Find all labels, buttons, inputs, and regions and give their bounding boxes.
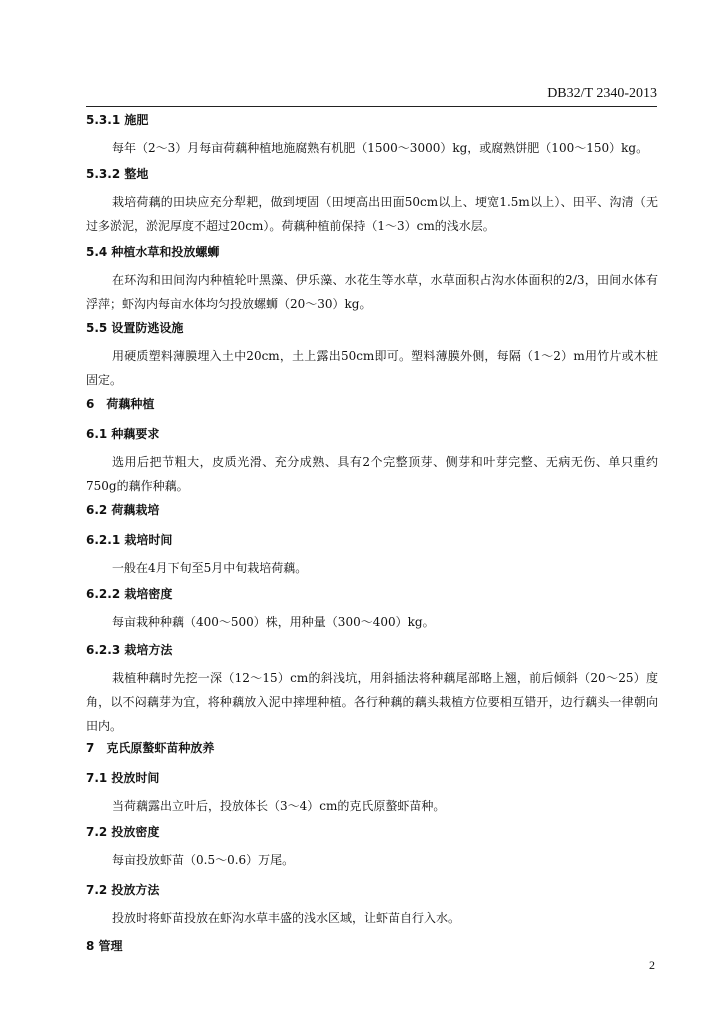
paragraph-6-1: 选用后把节粗大，皮质光滑、充分成熟、具有2个完整顶芽、侧芽和叶芽完整、无病无伤、单只重约750g的藕作种藕。 [86, 455, 658, 493]
paragraph-5-3-1: 每年（2～3）月每亩荷藕种植地施腐熟有机肥（1500～3000）kg，或腐熟饼肥（100～150）kg。 [112, 141, 649, 155]
heading-5-3-2: 5.3.2 整地 [86, 167, 149, 181]
heading-5-4: 5.4 种植水草和投放螺蛳 [86, 245, 220, 259]
paragraph-6-2-3: 栽植种藕时先挖一深（12～15）cm的斜浅坑，用斜插法将种藕尾部略上翘，前后倾斜（20～25）度角，以不闷藕芽为宜，将种藕放入泥中摔埋种植。各行种藕的藕头栽植方位要相互错开，边行藕头一律朝向田内。 [86, 671, 658, 733]
heading-6: 6 荷藕种植 [86, 397, 155, 411]
heading-7-1: 7.1 投放时间 [86, 771, 160, 785]
paragraph-5-5: 用硬质塑料薄膜埋入土中20cm，土上露出50cm即可。塑料薄膜外侧，每隔（1～2）m用竹片或木桩固定。 [86, 349, 658, 387]
header-rule [86, 106, 657, 107]
paragraph-7-1: 当荷藕露出立叶后，投放体长（3～4）cm的克氏原螯虾苗种。 [112, 799, 446, 813]
paragraph-7-2-method: 投放时将虾苗投放在虾沟水草丰盛的浅水区域，让虾苗自行入水。 [112, 911, 461, 925]
heading-5-5: 5.5 设置防逃设施 [86, 321, 184, 335]
paragraph-6-2-2: 每亩栽种种藕（400～500）株，用种量（300～400）kg。 [112, 615, 435, 629]
paragraph-6-2-1: 一般在4月下旬至5月中旬栽培荷藕。 [112, 561, 308, 575]
heading-6-1: 6.1 种藕要求 [86, 427, 160, 441]
paragraph-5-4: 在环沟和田间沟内种植轮叶黑藻、伊乐藻、水花生等水草，水草面积占沟水体面积的2/3，田间水体有浮萍；虾沟内每亩水体均匀投放螺蛳（20～30）kg。 [86, 273, 658, 311]
page-number: 2 [649, 958, 655, 972]
heading-8: 8 管理 [86, 939, 123, 953]
paragraph-7-2-density: 每亩投放虾苗（0.5～0.6）万尾。 [112, 853, 295, 867]
heading-7-2-method: 7.2 投放方法 [86, 883, 160, 897]
paragraph-5-3-2: 栽培荷藕的田块应充分犁耙，做到埂固（田埂高出田面50cm以上、埂宽1.5m以上）、田平、沟清（无过多淤泥，淤泥厚度不超过20cm）。荷藕种植前保持（1～3）cm的浅水层。 [86, 195, 658, 233]
heading-7: 7 克氏原螯虾苗种放养 [86, 741, 215, 755]
heading-6-2: 6.2 荷藕栽培 [86, 503, 160, 517]
heading-6-2-3: 6.2.3 栽培方法 [86, 643, 173, 657]
heading-6-2-1: 6.2.1 栽培时间 [86, 533, 173, 547]
heading-7-2-density: 7.2 投放密度 [86, 825, 160, 839]
heading-6-2-2: 6.2.2 栽培密度 [86, 587, 173, 601]
heading-5-3-1: 5.3.1 施肥 [86, 113, 149, 127]
document-code: DB32/T 2340-2013 [547, 86, 657, 101]
